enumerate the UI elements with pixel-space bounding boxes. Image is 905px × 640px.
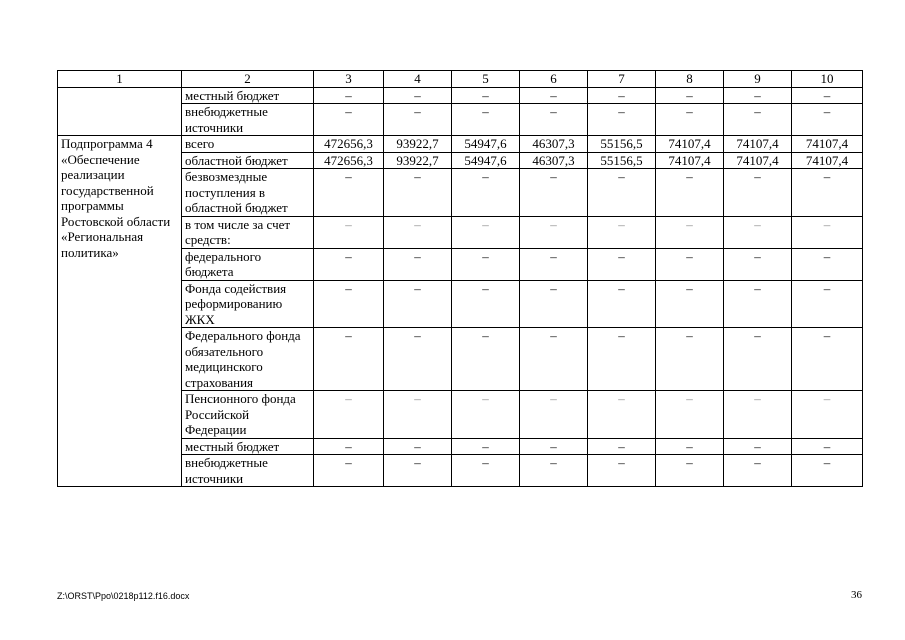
value-cell: – <box>384 328 452 391</box>
value-cell: – <box>656 216 724 248</box>
value-cell: 74107,4 <box>656 136 724 153</box>
table-row <box>58 136 863 153</box>
value-cell: 54947,6 <box>452 152 520 169</box>
row-label: местный бюджет <box>182 438 314 455</box>
column-header: 8 <box>656 71 724 88</box>
column-header: 2 <box>182 71 314 88</box>
value-cell: 74107,4 <box>656 152 724 169</box>
value-cell: – <box>656 455 724 487</box>
value-cell: – <box>314 169 384 217</box>
value-cell: – <box>452 280 520 328</box>
footer-file-path: Z:\ORST\Ppo\0218p112.f16.docx <box>57 591 190 601</box>
value-cell: – <box>724 216 792 248</box>
value-cell: – <box>588 455 656 487</box>
value-cell: 472656,3 <box>314 152 384 169</box>
value-cell: – <box>520 328 588 391</box>
value-cell: – <box>588 280 656 328</box>
value-cell: – <box>588 248 656 280</box>
value-cell: 55156,5 <box>588 136 656 153</box>
value-cell: – <box>656 438 724 455</box>
budget-table <box>57 70 863 487</box>
value-cell: – <box>724 438 792 455</box>
value-cell: – <box>588 391 656 439</box>
row-label: в том числе за счет средств: <box>182 216 314 248</box>
value-cell: – <box>384 280 452 328</box>
value-cell: 93922,7 <box>384 152 452 169</box>
value-cell: – <box>520 87 588 104</box>
value-cell: – <box>314 438 384 455</box>
value-cell: – <box>724 169 792 217</box>
value-cell: – <box>314 248 384 280</box>
value-cell: – <box>520 248 588 280</box>
value-cell: – <box>452 169 520 217</box>
value-cell: 46307,3 <box>520 136 588 153</box>
value-cell: – <box>792 391 863 439</box>
value-cell: 74107,4 <box>792 152 863 169</box>
value-cell: 55156,5 <box>588 152 656 169</box>
row-label: местный бюджет <box>182 87 314 104</box>
column-header: 5 <box>452 71 520 88</box>
value-cell: 74107,4 <box>792 136 863 153</box>
value-cell: – <box>724 391 792 439</box>
row-label: областной бюджет <box>182 152 314 169</box>
value-cell: – <box>792 455 863 487</box>
value-cell: – <box>724 280 792 328</box>
value-cell: 472656,3 <box>314 136 384 153</box>
column-header: 6 <box>520 71 588 88</box>
row-label: Фонда содействия реформированию ЖКХ <box>182 280 314 328</box>
value-cell: – <box>792 216 863 248</box>
value-cell: – <box>452 87 520 104</box>
value-cell: – <box>792 438 863 455</box>
value-cell: – <box>384 104 452 136</box>
value-cell: – <box>314 280 384 328</box>
value-cell: – <box>384 455 452 487</box>
column-header: 4 <box>384 71 452 88</box>
value-cell: – <box>452 438 520 455</box>
value-cell: – <box>314 455 384 487</box>
value-cell: – <box>384 169 452 217</box>
value-cell: – <box>792 104 863 136</box>
row-label: всего <box>182 136 314 153</box>
column-header: 7 <box>588 71 656 88</box>
row-label: Федерального фонда обязательного медицинского страхования <box>182 328 314 391</box>
value-cell: 93922,7 <box>384 136 452 153</box>
value-cell: – <box>384 391 452 439</box>
column-header: 3 <box>314 71 384 88</box>
value-cell: – <box>452 328 520 391</box>
value-cell: – <box>520 169 588 217</box>
value-cell: – <box>384 87 452 104</box>
value-cell: 74107,4 <box>724 152 792 169</box>
value-cell: – <box>588 216 656 248</box>
value-cell: – <box>520 455 588 487</box>
value-cell: – <box>384 216 452 248</box>
value-cell: 54947,6 <box>452 136 520 153</box>
value-cell: – <box>656 248 724 280</box>
table-row <box>58 87 863 104</box>
value-cell: – <box>452 248 520 280</box>
value-cell: – <box>588 87 656 104</box>
value-cell: – <box>314 87 384 104</box>
value-cell: – <box>384 438 452 455</box>
value-cell: – <box>452 104 520 136</box>
row-label: Пенсионного фонда Российской Федерации <box>182 391 314 439</box>
value-cell: – <box>724 455 792 487</box>
value-cell: – <box>520 280 588 328</box>
value-cell: – <box>724 104 792 136</box>
value-cell: 46307,3 <box>520 152 588 169</box>
value-cell: – <box>520 438 588 455</box>
value-cell: 74107,4 <box>724 136 792 153</box>
value-cell: – <box>314 391 384 439</box>
value-cell: – <box>656 391 724 439</box>
row-label: федерального бюджета <box>182 248 314 280</box>
row-label: внебюджетные источники <box>182 455 314 487</box>
value-cell: – <box>724 87 792 104</box>
value-cell: – <box>314 216 384 248</box>
value-cell: – <box>384 248 452 280</box>
value-cell: – <box>656 328 724 391</box>
footer-page-number: 36 <box>851 589 862 601</box>
value-cell: – <box>792 280 863 328</box>
subprogram-title-cell <box>58 87 182 136</box>
value-cell: – <box>588 328 656 391</box>
header-row <box>58 71 863 88</box>
value-cell: – <box>588 104 656 136</box>
value-cell: – <box>656 104 724 136</box>
value-cell: – <box>588 438 656 455</box>
row-label: внебюджетные источники <box>182 104 314 136</box>
value-cell: – <box>520 216 588 248</box>
value-cell: – <box>656 169 724 217</box>
value-cell: – <box>588 169 656 217</box>
row-label: безвозмездные поступления в областной бюджет <box>182 169 314 217</box>
column-header: 9 <box>724 71 792 88</box>
value-cell: – <box>724 328 792 391</box>
value-cell: – <box>792 328 863 391</box>
value-cell: – <box>452 216 520 248</box>
value-cell: – <box>452 391 520 439</box>
column-header: 10 <box>792 71 863 88</box>
value-cell: – <box>656 87 724 104</box>
value-cell: – <box>724 248 792 280</box>
value-cell: – <box>314 104 384 136</box>
subprogram-title-cell: Подпрограмма 4 «Обеспечение реализации государственной программы Ростовской области «Региональная политика» <box>58 136 182 487</box>
column-header: 1 <box>58 71 182 88</box>
value-cell: – <box>792 87 863 104</box>
value-cell: – <box>792 169 863 217</box>
value-cell: – <box>520 104 588 136</box>
value-cell: – <box>520 391 588 439</box>
value-cell: – <box>314 328 384 391</box>
value-cell: – <box>452 455 520 487</box>
value-cell: – <box>656 280 724 328</box>
value-cell: – <box>792 248 863 280</box>
